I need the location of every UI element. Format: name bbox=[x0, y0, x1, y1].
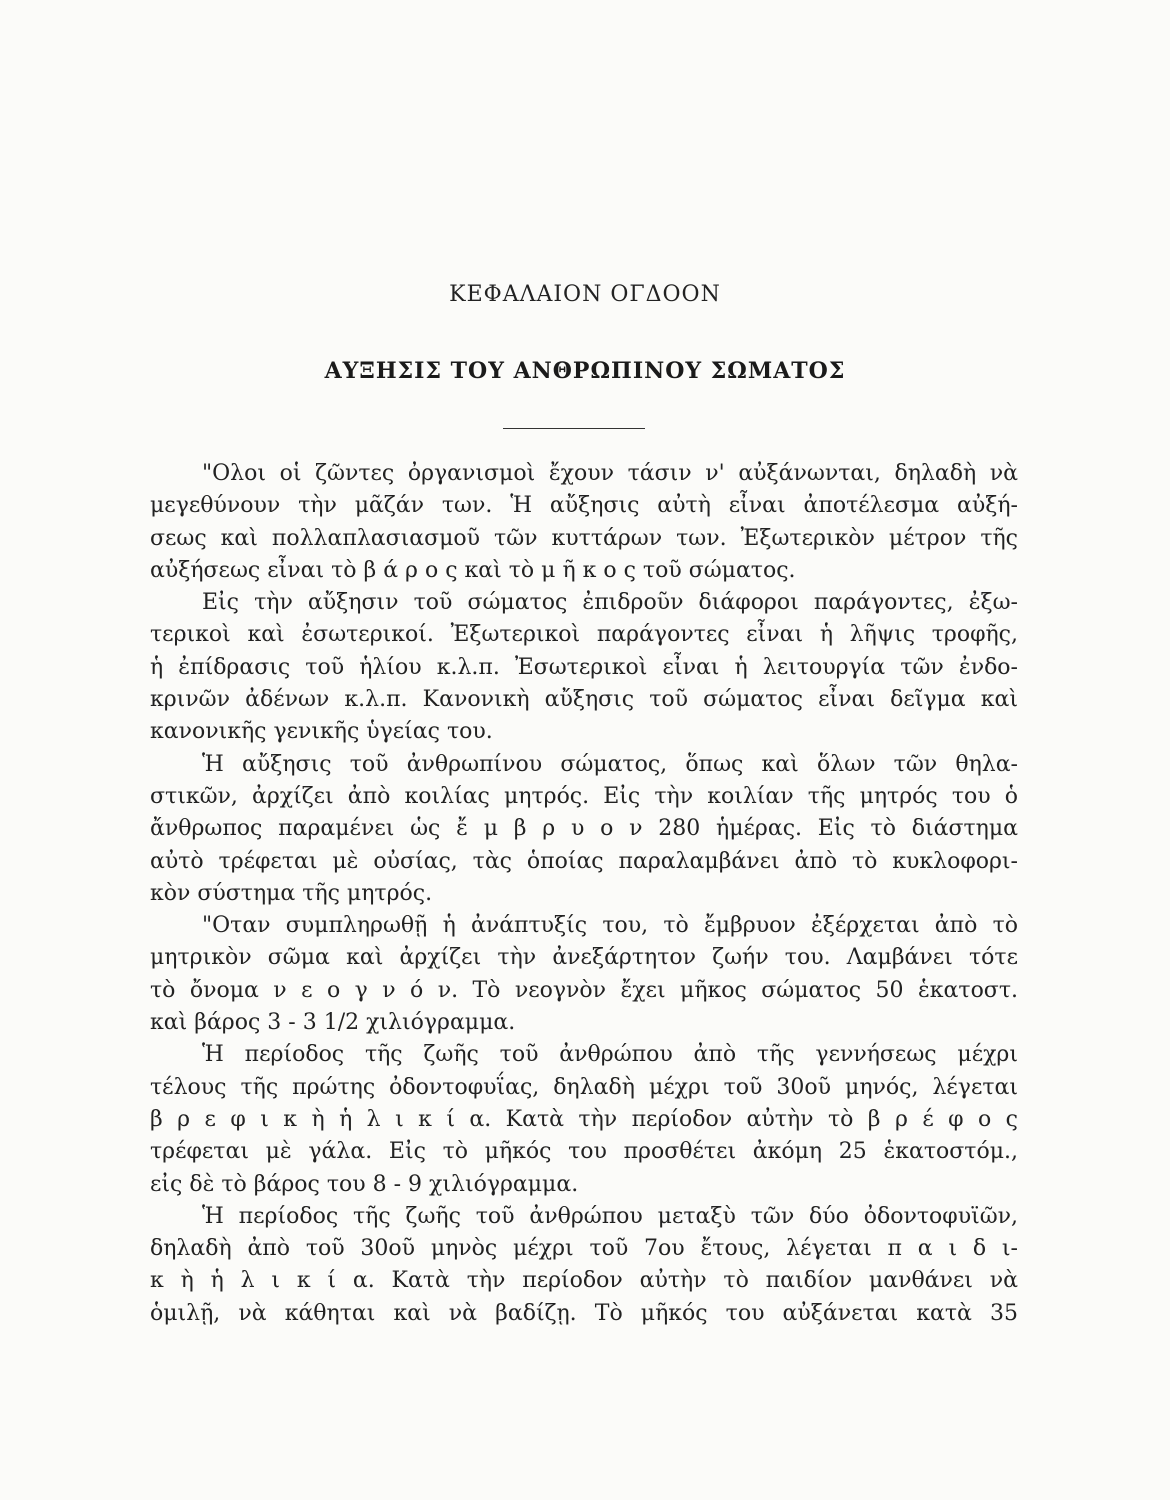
paragraph-6 bbox=[150, 1201, 1018, 1330]
text-line: ἡ ἐπίδρασις τοῦ ἡλίου κ.λ.π. Ἐσωτερικοὶ εἶναι ἡ λειτουργία τῶν ἐνδο- bbox=[150, 654, 1018, 680]
text-line: καὶ βάρος 3 - 3 1/2 χιλιόγραμμα. bbox=[150, 1010, 516, 1036]
text-line: αὐξήσεως εἶναι τὸ β ά ρ ο ς καὶ τὸ μ ῆ κ ο ς τοῦ σώματος. bbox=[150, 557, 796, 583]
text-line: στικῶν, ἀρχίζει ἀπὸ κοιλίας μητρός. Εἰς τὴν κοιλίαν τῆς μητρός του ὁ bbox=[150, 783, 1018, 809]
text-line: "Ολοι οἱ ζῶντες ὀργανισμοὶ ἔχουν τάσιν ν' αὐξάνωνται, δηλαδὴ νὰ bbox=[202, 461, 1018, 486]
text-line: Ἡ αὔξησις τοῦ ἀνθρωπίνου σώματος, ὅπως καὶ ὅλων τῶν θηλα- bbox=[202, 751, 1018, 777]
text-line: Ἡ περίοδος τῆς ζωῆς τοῦ ἀνθρώπου μεταξὺ τῶν δύο ὀδοντοφυϊῶν, bbox=[202, 1203, 1018, 1229]
text-line: Ἡ περίοδος τῆς ζωῆς τοῦ ἀνθρώπου ἀπὸ τῆς γεννήσεως μέχρι bbox=[202, 1042, 1018, 1068]
text-line: κὸν σύστημα τῆς μητρός. bbox=[150, 880, 433, 906]
text-line: μητρικὸν σῶμα καὶ ἀρχίζει τὴν ἀνεξάρτητον ζωήν του. Λαμβάνει τότε bbox=[150, 945, 1018, 971]
text-line: τέλους τῆς πρώτης ὀδοντοφυΐας, δηλαδὴ μέχρι τοῦ 30οῦ μηνός, λέγεται bbox=[150, 1074, 1018, 1100]
chapter-title: ΑΥΞΗΣΙΣ ΤΟΥ ΑΝΘΡΩΠΙΝΟΥ ΣΩΜΑΤΟΣ bbox=[324, 358, 846, 384]
text-line: β ρ ε φ ι κ ὴ ἡ λ ι κ ί α. Κατὰ τὴν περίοδον αὐτὴν τὸ β ρ έ φ ο ς bbox=[150, 1106, 1018, 1132]
text-line: τερικοὶ καὶ ἐσωτερικοί. Ἐξωτερικοὶ παράγοντες εἶναι ἡ λῆψις τροφῆς, bbox=[150, 622, 1018, 648]
paragraph-2 bbox=[150, 587, 1018, 748]
text-line: κ ὴ ἡ λ ι κ ί α. Κατὰ τὴν περίοδον αὐτὴν τὸ παιδίον μανθάνει νὰ bbox=[150, 1268, 1018, 1294]
text-line: τὸ ὄνομα ν ε ο γ ν ό ν. Τὸ νεογνὸν ἔχει μῆκος σώματος 50 ἑκατοστ. bbox=[150, 977, 1018, 1003]
text-line: μεγεθύνουν τὴν μᾶζάν των. Ἡ αὔξησις αὐτὴ εἶναι ἀποτέλεσμα αὐξή- bbox=[150, 493, 1018, 519]
text-line: τρέφεται μὲ γάλα. Εἰς τὸ μῆκός του προσθέτει ἀκόμη 25 ἑκατοστόμ., bbox=[150, 1139, 1018, 1165]
text-line: Εἰς τὴν αὔξησιν τοῦ σώματος ἐπιδροῦν διάφοροι παράγοντες, ἐξω- bbox=[202, 590, 1018, 616]
body-text bbox=[150, 458, 1018, 1330]
text-line: κρινῶν ἀδένων κ.λ.π. Κανονικὴ αὔξησις τοῦ σώματος εἶναι δεῖγμα καὶ bbox=[150, 687, 1018, 713]
text-line: κανονικῆς γενικῆς ὑγείας του. bbox=[150, 719, 493, 745]
title-divider bbox=[503, 428, 645, 429]
paragraph-3 bbox=[150, 749, 1018, 910]
paragraph-5 bbox=[150, 1039, 1018, 1200]
paragraph-4 bbox=[150, 910, 1018, 1039]
paragraph-1 bbox=[150, 458, 1018, 587]
text-line: σεως καὶ πολλαπλασιασμοῦ τῶν κυττάρων των. Ἐξωτερικὸν μέτρον τῆς bbox=[150, 525, 1018, 551]
chapter-heading: ΚΕΦΑΛΑΙΟΝ ΟΓΔΟΟΝ bbox=[449, 282, 721, 307]
text-line: ἄνθρωπος παραμένει ὡς ἔ μ β ρ υ ο ν 280 ἡμέρας. Εἰς τὸ διάστημα bbox=[150, 816, 1018, 842]
text-line: ὁμιλῇ, νὰ κάθηται καὶ νὰ βαδίζῃ. Τὸ μῆκός του αὐξάνεται κατὰ 35 bbox=[150, 1300, 1018, 1326]
text-line: "Οταν συμπληρωθῇ ἡ ἀνάπτυξίς του, τὸ ἔμβρυον ἐξέρχεται ἀπὸ τὸ bbox=[202, 913, 1018, 939]
text-line: δηλαδὴ ἀπὸ τοῦ 30οῦ μηνὸς μέχρι τοῦ 7ου ἔτους, λέγεται π α ι δ ι- bbox=[150, 1236, 1018, 1262]
text-line: εἰς δὲ τὸ βάρος του 8 - 9 χιλιόγραμμα. bbox=[150, 1171, 579, 1197]
text-line: αὐτὸ τρέφεται μὲ οὐσίας, τὰς ὁποίας παραλαμβάνει ἀπὸ τὸ κυκλοφορι- bbox=[150, 848, 1018, 874]
